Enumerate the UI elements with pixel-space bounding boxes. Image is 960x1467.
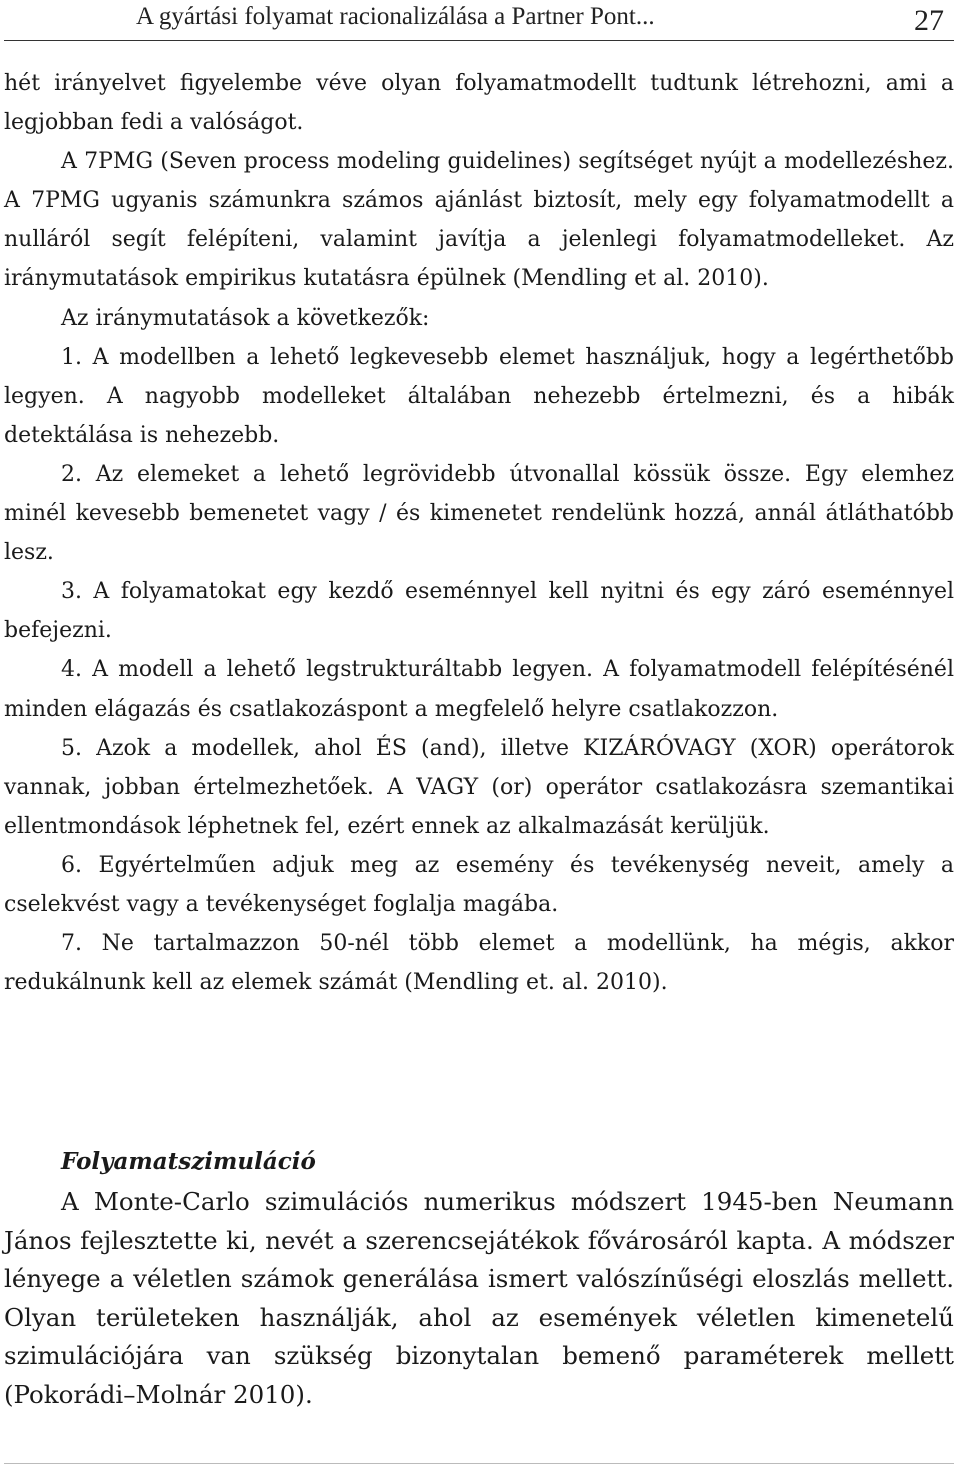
bottom-divider (4, 1463, 954, 1464)
guideline-item-7: 7. Ne tartalmazzon 50-nél több elemet a modellünk, ha mégis, akkor redukálnunk kell az elemek számát (Mendling et. al. 2010). (4, 931, 954, 996)
guideline-item-5: 5. Azok a modellek, ahol ÉS (and), illetve KIZÁRÓVAGY (XOR) operátorok vannak, jobban értelmezhetőek. A VAGY (or) operátor csatlakozásra szemantikai ellentmondások léphetnek fel, ezért ennek az alkalmazását kerüljük. (4, 735, 954, 839)
guideline-item-6: 6. Egyértelműen adjuk meg az esemény és tevékenység neveit, amely a cselekvést vagy a tevékenységet foglalja magába. (4, 852, 954, 917)
body-text (4, 64, 954, 1002)
section-paragraph: A Monte-Carlo szimulációs numerikus módszert 1945-ben Neumann János fejlesztette ki, nevét a szerencsejátékok fővárosáról kapta. A módszer lényege a véletlen számok generálása ismert valószínűségi eloszlás mellett. Olyan területeken használják, ahol az események véletlen kimenetelű szimulációjára van szükség bizonytalan bemenő paraméterek mellett (Pokorádi–Molnár 2010). (4, 1187, 954, 1409)
section-heading: Folyamatszimuláció (61, 1148, 316, 1175)
guideline-item-1: 1. A modellben a lehető legkevesebb elemet használjuk, hogy a legérthetőbb legyen. A nagyobb modelleket általában nehezebb értelmezni, és a hibák detektálása is nehezebb. (4, 344, 954, 448)
running-title: A gyártási folyamat racionalizálása a Partner Pont... (136, 3, 655, 30)
page-number: 27 (914, 4, 944, 37)
paragraph-continuation: hét irányelvet figyelembe véve olyan folyamatmodellt tudtunk létrehozni, ami a legjobban fedi a valóságot. (4, 71, 954, 136)
guideline-item-3: 3. A folyamatokat egy kezdő eseménnyel kell nyitni és egy záró eseménnyel befejezni. (4, 579, 954, 644)
guideline-item-2: 2. Az elemeket a lehető legrövidebb útvonallal kössük össze. Egy elemhez minél kevesebb bemenetet vagy / és kimenetet rendelünk hozzá, annál átláthatóbb lesz. (4, 461, 954, 566)
section-folyamatszimulacio (4, 1141, 954, 1415)
paragraph-7pmg-intro: A 7PMG (Seven process modeling guidelines) segítséget nyújt a modellezéshez. A 7PMG ugyanis számunkra számos ajánlást biztosít, mely egy folyamatmodellt a nulláról segít felépíteni, valamint javítja a jelenlegi folyamatmodelleket. Az iránymutatások empirikus kutatásra épülnek (Mendling et al. 2010). (4, 149, 954, 292)
guideline-item-4: 4. A modell a lehető legstrukturáltabb legyen. A folyamatmodell felépítésénél minden elágazás és csatlakozáspont a megfelelő helyre csatlakozzon. (4, 657, 954, 722)
guidelines-lead-in: Az iránymutatások a következők: (61, 305, 430, 331)
running-header (4, 0, 954, 41)
